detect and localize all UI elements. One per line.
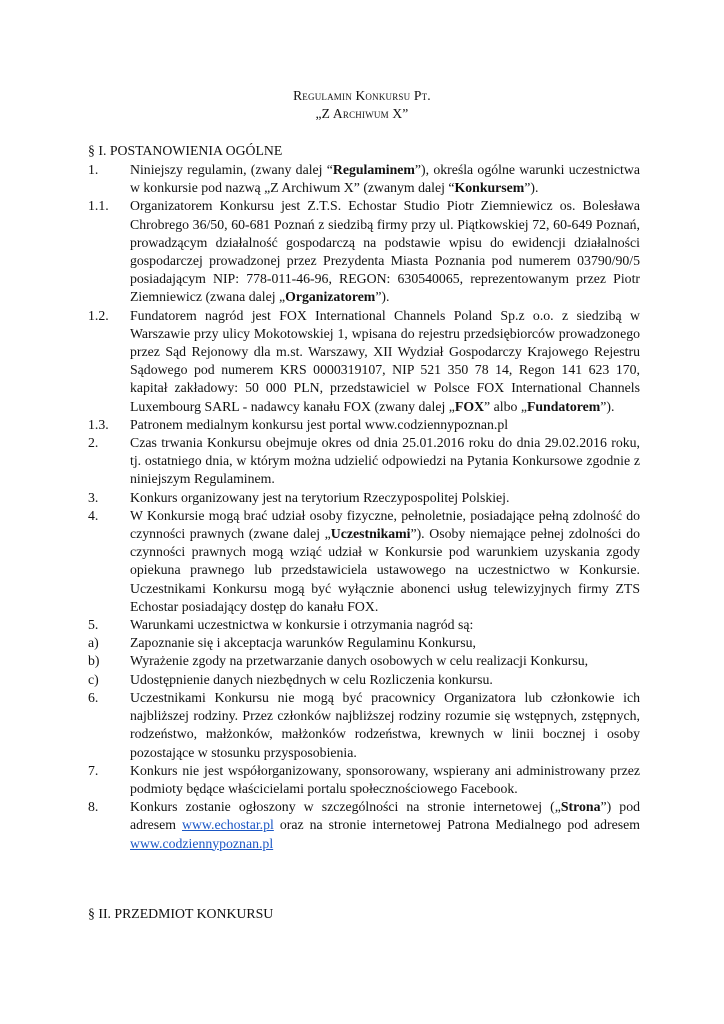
item-number: 7. [88,762,99,778]
list-item [88,489,640,507]
item-text-segment: ”), określa ogólne warunki uczestnictwa w konkursie pod nazwą „Z Archiwum X” (zwanym dalej “ [130,162,640,196]
item-number: 6. [88,689,99,705]
item-text [130,798,640,853]
item-text-segment: ”) pod adresem [130,799,640,833]
item-text [130,689,640,762]
list-item [88,161,640,197]
item-text-segment: ”). [524,180,539,196]
item-text [130,161,640,197]
list-item [88,434,640,489]
list-item [88,197,640,306]
list-item [88,798,640,853]
defined-term: Fundatorem [526,398,601,414]
item-text-segment: W Konkursie mogą brać udział osoby fizyczne, pełnoletnie, posiadające pełną zdolność do czynności prawnych (zwane dalej „ [130,507,640,542]
list-item [88,671,640,689]
item-text [130,489,640,507]
document-title-line-1: Regulamin Konkursu Pt. [293,88,431,103]
provisions-list [88,161,640,853]
item-text [130,434,640,489]
item-text-segment: Konkurs organizowany jest na terytorium Rzeczypospolitej Polskiej. [130,489,510,505]
item-number: 8. [88,799,99,815]
document-title-line-2: „Z Archiwum X” [315,106,409,121]
list-item [88,634,640,652]
list-item [88,689,640,762]
list-item [88,507,640,616]
item-number: a) [88,635,99,651]
section-heading-general-provisions: § I. POSTANOWIENIA OGÓLNE [88,143,283,158]
item-number: 1. [88,162,99,177]
item-text-segment: Fundatorem nagród jest FOX International Channels Poland Sp.z o.o. z siedzibą w Warszawie przy ulicy Mokotowskiej 1, wpisana do rejestru przedsiębiorców prowadzonego przez Sąd Rejonowy dla m.st. Warszawy, XII Wydział Gospodarczy Krajowego Rejestru Sądowego pod numerem KRS 0000319107, NIP 521 350 78 14, Regon 141 623 170, kapitał zakładowy: 50 000 PLN, przedstawiciel w Polsce FOX International Channels Luxembourg SARL - nadawcy kanału FOX (zwany dalej „ [130,307,640,414]
item-number: 5. [88,617,99,633]
defined-term: Uczestnikami [330,526,411,542]
website-link[interactable]: www.echostar.pl [182,817,274,833]
item-text-segment: Konkurs nie jest współorganizowany, sponsorowany, wspierany ani administrowany przez podmioty będące właścicielami portalu społecznościowego Facebook. [130,762,640,796]
item-number: 4. [88,507,99,523]
item-number: c) [88,671,99,687]
item-text-segment: Patronem medialnym konkursu jest portal www.codziennypoznan.pl [130,416,509,432]
item-text [130,197,640,306]
list-item [88,652,640,670]
item-number: 1.1. [88,198,109,214]
item-number: 1.3. [88,416,109,432]
item-number: 1.2. [88,307,109,323]
item-text [130,307,640,416]
item-text-segment: Konkurs zostanie ogłoszony w szczególności na stronie internetowej („ [130,799,561,815]
item-text-segment: oraz na stronie internetowej Patrona Medialnego pod adresem [273,817,640,833]
list-item [88,416,640,434]
item-text [130,416,640,434]
section-heading-contest-subject: § II. PRZEDMIOT KONKURSU [88,906,274,921]
item-text-segment: Wyrażenie zgody na przetwarzanie danych osobowych w celu realizacji Konkursu, [130,653,589,669]
item-number: 2. [88,435,99,451]
item-text-segment: Zapoznanie się i akceptacja warunków Regulaminu Konkursu, [130,635,476,651]
item-text [130,762,640,798]
item-text-segment: Uczestnikami Konkursu nie mogą być pracownicy Organizatora lub członkowie ich najbliższej rodziny. Przez członków najbliższej rodziny rozumie się wstępnych, zstępnych, rodzeństwo, małżonków, małżonków rodzeństwa, krewnych w linii bocznej i osoby pozostające w stosunku przysposobienia. [130,689,640,760]
item-text-segment: Organizatorem Konkursu jest Z.T.S. Echostar Studio Piotr Ziemniewicz os. Bolesława Chrobrego 36/50, 60-681 Poznań z siedzibą firmy przy ul. Piątkowskiej 72, 60-649 Poznań, prowadzącym działalność gospodarczą na podstawie wpisu do ewidencji działalności gospodarczej prowadzonej przez Prezydenta Miasta Poznania pod numerem 03790/90/5 posiadającym NIP: 778-011-46-96, REGON: 630540065, reprezentowanym przez Piotr Ziemniewicz (zwana dalej „ [130,198,640,305]
defined-term: FOX [454,398,485,414]
defined-term: Konkursem [454,180,525,196]
item-text-segment: ”). [600,398,615,414]
item-text [130,652,640,670]
item-text-segment: Czas trwania Konkursu obejmuje okres od dnia 25.01.2016 roku do dnia 29.02.2016 roku, tj. ostatniego dnia, w którym można udzielić odpowiedzi na Pytania Konkursowe zgodnie z niniejszym Regulaminem. [130,435,640,487]
item-text [130,671,640,689]
website-link[interactable]: www.codziennypoznan.pl [130,835,274,851]
item-text [130,634,640,652]
defined-term: Organizatorem [285,289,376,305]
item-text-segment: Niniejszy regulamin, (zwany dalej “ [130,162,333,177]
item-text-segment: ”). [375,289,390,305]
item-number: b) [88,653,100,669]
list-item [88,307,640,416]
defined-term: Strona [560,799,601,815]
list-item [88,616,640,634]
list-item [88,762,640,798]
item-text-segment: Warunkami uczestnictwa w konkursie i otrzymania nagród są: [130,617,474,633]
defined-term: Regulaminem [332,162,415,177]
item-number: 3. [88,489,99,505]
item-text-segment: Udostępnienie danych niezbędnych w celu Rozliczenia konkursu. [130,671,493,687]
item-text [130,616,640,634]
item-text-segment: ” albo „ [484,398,527,414]
item-text [130,507,640,616]
item-text-segment: ”). Osoby niemające pełnej zdolności do czynności prawnych mogą wziąć udział w Konkursie pod warunkiem uzyskania zgody opiekuna prawnego lub przedstawiciela ustawowego na uczestnictwo w Konkursie. Uczestnikami Konkursu mogą być wyłącznie abonenci usług telewizyjnych firmy ZTS Echostar posiadający dostęp do kanału FOX. [130,526,640,614]
